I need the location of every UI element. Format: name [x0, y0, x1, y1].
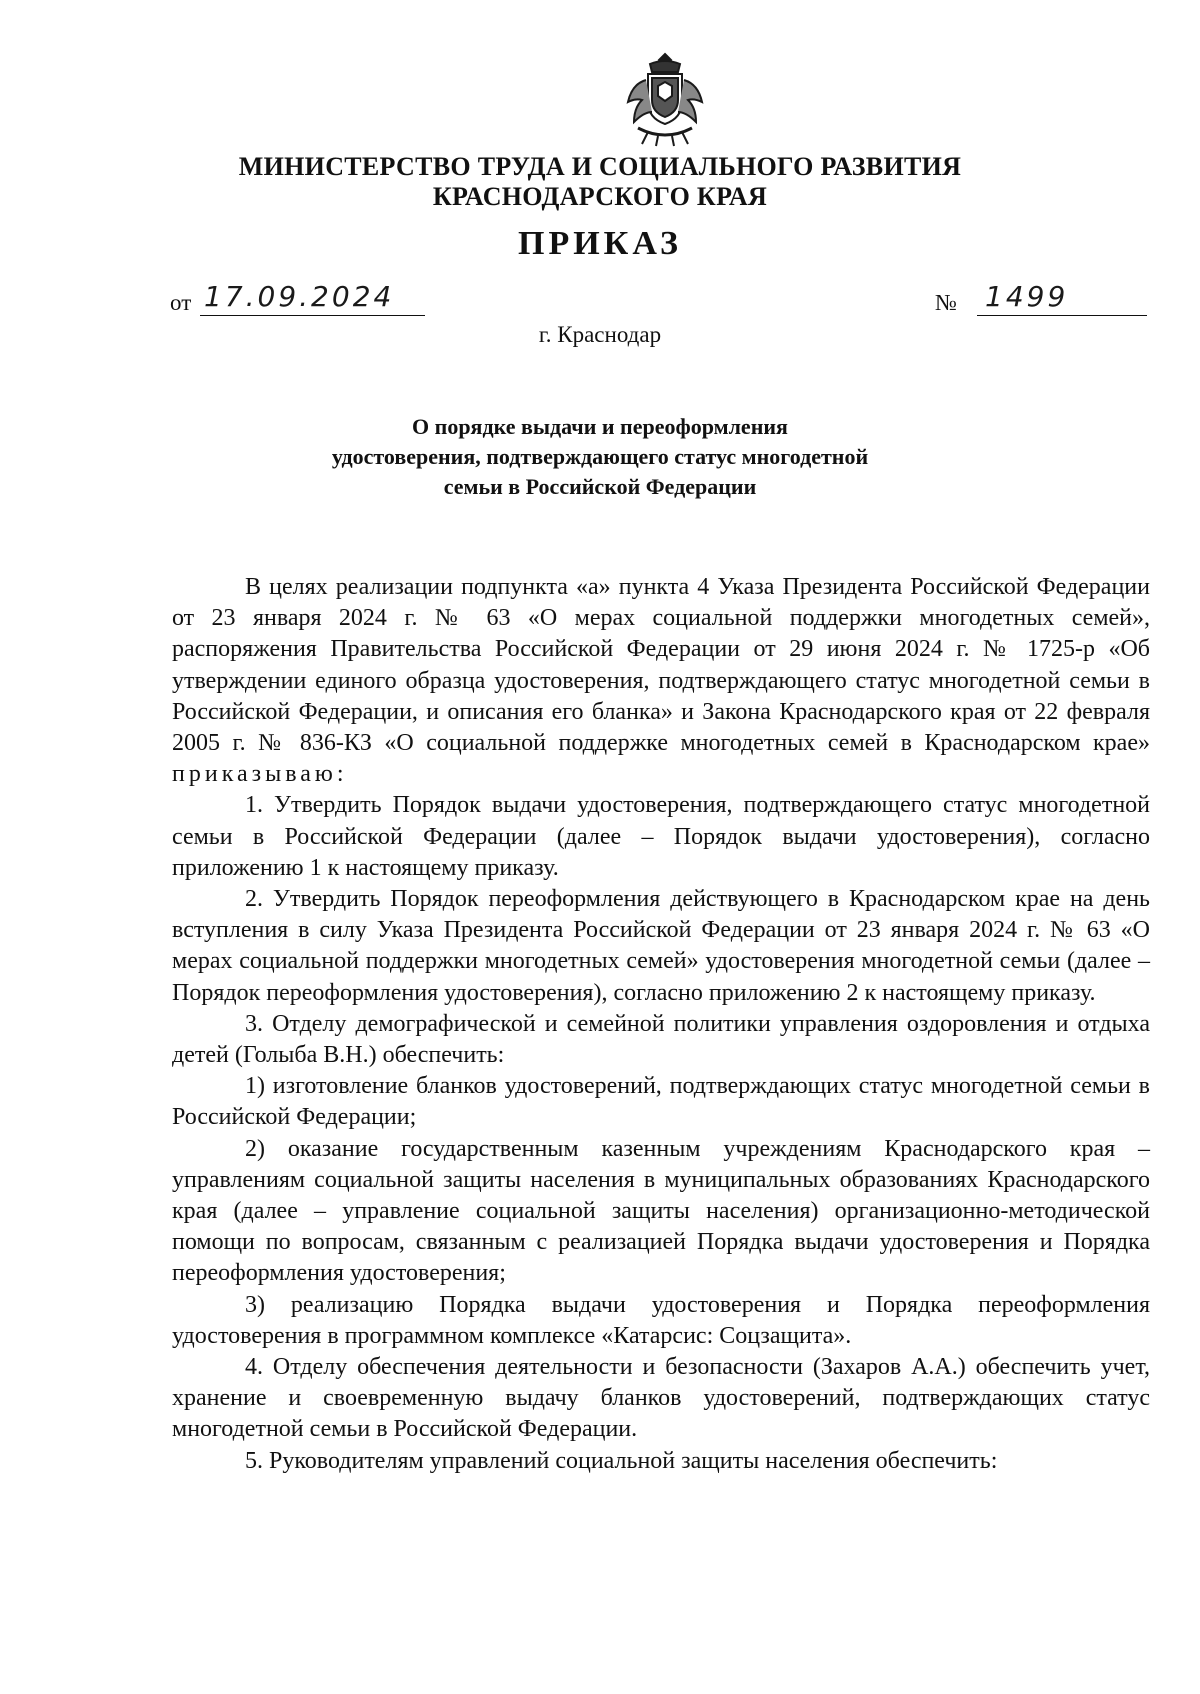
order-word: приказываю: — [172, 761, 348, 788]
order-item: 1. Утвердить Порядок выдачи удостоверения, подтверждающего статус многодетной семьи в Российской Федерации (далее – Порядок выдачи удостоверения), согласно приложению 1 к настоящему приказу. — [172, 792, 1150, 881]
document-type: ПРИКАЗ — [518, 225, 682, 262]
ministry-name-line2: КРАСНОДАРСКОГО КРАЯ — [432, 182, 768, 211]
order-subitem: 2) оказание государственным казенным учреждениям Краснодарского края – управлениям социальной защиты населения в муниципальных образованиях Краснодарского края (далее – управление социальной защиты населения) организационно-методической помощи по вопросам, связанным с реализацией Порядка выдачи удостоверения и Порядка переоформления удостоверения; — [172, 1135, 1150, 1287]
preamble-paragraph — [172, 572, 1150, 790]
order-item: 4. Отделу обеспечения деятельности и безопасности (Захаров А.А.) обеспечить учет, хранение и своевременную выдачу бланков удостоверений, подтверждающих статус многодетной семьи в Российской Федерации. — [172, 1354, 1150, 1443]
order-subitem: 3) реализацию Порядка выдачи удостоверения и Порядка переоформления удостоверения в программном комплексе «Катарсис: Соцзащита». — [172, 1291, 1150, 1349]
order-item: 3. Отделу демографической и семейной политики управления оздоровления и отдыха детей (Голыба В.Н.) обеспечить: — [172, 1010, 1150, 1069]
number-prefix: № — [935, 290, 957, 315]
preamble-text: В целях реализации подпункта «а» пункта 4 Указа Президента Российской Федерации от 23 января 2024 г. № 63 «О мерах социальной поддержки многодетных семей», распоряжения Правительства Российской Федерации от 29 июня 2024 г. № 1725-р «Об утверждении единого образца удостоверения, подтверждающего статус многодетной семьи в Российской Федерации, и описания его бланка» и Закона Краснодарского края от 22 февраля 2005 г. № 836-КЗ «О социальной поддержке многодетных семей в Краснодарском крае» — [172, 574, 1150, 757]
order-date-handwritten: 17.09.2024 — [204, 280, 395, 313]
number-underline — [977, 315, 1147, 316]
subject-line1: О порядке выдачи и переоформления — [412, 414, 788, 439]
order-subitem: 1) изготовление бланков удостоверений, подтверждающих статус многодетной семьи в Российской Федерации; — [172, 1073, 1150, 1131]
order-number-handwritten: 1499 — [985, 280, 1069, 313]
coat-of-arms-icon — [618, 50, 712, 150]
date-prefix: от — [170, 290, 192, 315]
ministry-name — [180, 152, 1020, 212]
order-subject — [260, 412, 940, 502]
issue-city: г. Краснодар — [538, 322, 662, 347]
order-item: 2. Утвердить Порядок переоформления действующего в Краснодарском крае на день вступления в силу Указа Президента Российской Федерации от 23 января 2024 г. № 63 «О мерах социальной поддержки многодетных семей» удостоверения многодетной семьи (далее – Порядок переоформления удостоверения), согласно приложению 2 к настоящему приказу. — [172, 886, 1150, 1006]
order-number-field — [935, 280, 1150, 320]
subject-line2: удостоверения, подтверждающего статус многодетной — [331, 444, 869, 469]
order-item: 5. Руководителям управлений социальной защиты населения обеспечить: — [245, 1447, 998, 1474]
order-body — [172, 572, 1150, 1477]
subject-line3: семьи в Российской Федерации — [443, 474, 757, 499]
ministry-name-line1: МИНИСТЕРСТВО ТРУДА И СОЦИАЛЬНОГО РАЗВИТИЯ — [238, 152, 962, 181]
date-underline — [200, 315, 425, 316]
order-date-field — [170, 280, 430, 320]
